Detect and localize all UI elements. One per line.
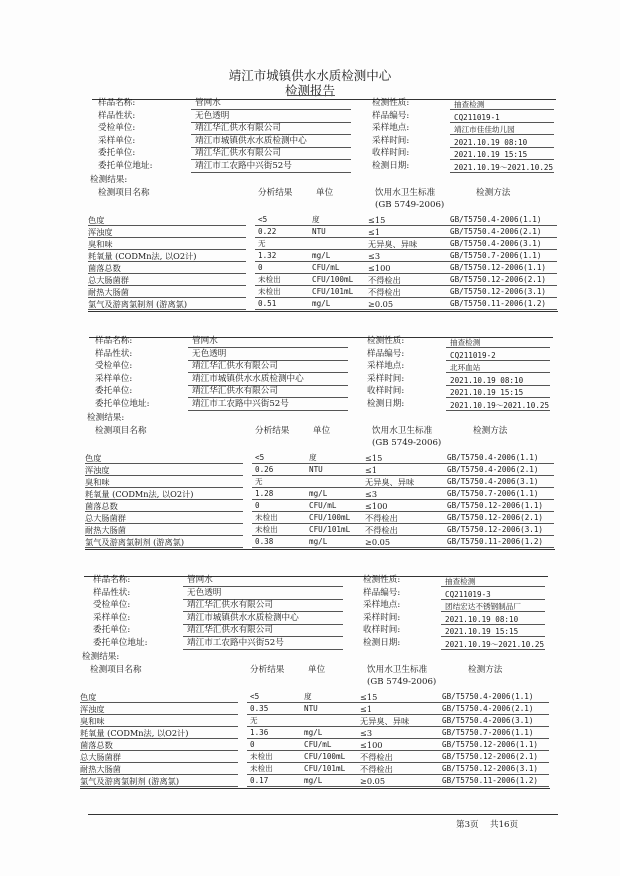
header-standard-sub: (GB 5749-2006) <box>367 676 437 687</box>
section-top-line <box>92 99 556 100</box>
header-unit: 单位 <box>308 664 326 675</box>
info-left-label: 样品名称: <box>98 98 136 108</box>
info-right-value: 2021.10.19 08:10 <box>454 137 528 147</box>
info-right-label: 样品编号: <box>363 587 401 598</box>
row-unit: NTU <box>304 703 318 713</box>
row-standard: 不得检出 <box>360 763 393 774</box>
row-item: 浑浊度 <box>85 464 110 475</box>
row-method: GB/T5750.4-2006(2.1) <box>442 703 534 713</box>
row-unit: CFU/mL <box>309 500 337 510</box>
header-item: 检测项目名称 <box>98 187 150 198</box>
row-underline <box>80 738 238 739</box>
info-left-label: 委托单位地址: <box>98 161 153 171</box>
header-method: 检测方法 <box>468 664 503 675</box>
info-right-underline <box>441 649 545 650</box>
row-item: 耗氧量 (CODMn法, 以O2计) <box>80 727 189 738</box>
row-unit: CFU/101mL <box>309 524 351 534</box>
info-right-value: CQ211019-2 <box>450 350 496 360</box>
info-left-label: 样品性状: <box>93 587 131 598</box>
info-right-value: 靖江市佳佳幼儿园 <box>454 125 515 135</box>
row-underline-right <box>252 523 554 524</box>
row-item: 菌落总数 <box>80 739 113 750</box>
info-left-label: 受检单位: <box>95 361 133 372</box>
row-unit: mg/L <box>312 298 331 308</box>
row-result: <5 <box>255 452 265 462</box>
row-result: 0.51 <box>258 298 277 308</box>
header-item: 检测项目名称 <box>95 425 147 436</box>
row-item: 浑浊度 <box>80 703 105 714</box>
row-standard: ≤3 <box>365 488 378 499</box>
row-underline <box>88 297 246 298</box>
info-right-value: 抽查检测 <box>445 577 476 586</box>
section-top-line <box>84 576 548 577</box>
row-underline-right <box>247 738 549 739</box>
row-underline <box>80 762 238 763</box>
row-underline <box>80 774 238 775</box>
header-standard: 饮用水卫生标准 <box>367 664 428 675</box>
info-right-underline <box>446 397 550 398</box>
row-result: 1.36 <box>250 727 269 737</box>
row-unit: 度 <box>304 691 312 701</box>
row-unit: mg/L <box>304 775 323 785</box>
info-left-underline <box>188 410 348 411</box>
row-result: 无 <box>258 238 266 248</box>
row-result: 0.26 <box>255 464 274 474</box>
row-unit: CFU/100mL <box>312 274 354 284</box>
info-left-label: 委托单位地址: <box>95 399 150 409</box>
row-standard: ≥0.05 <box>365 536 391 547</box>
info-left-value: 靖江市城镇供水水质检测中心 <box>192 373 304 384</box>
info-right-value: 抽查检测 <box>454 100 485 109</box>
info-left-value: 靖江华汇供水有限公司 <box>187 600 273 611</box>
info-right-value: 2021.10.19 08:10 <box>450 375 524 385</box>
info-right-label: 采样地点: <box>367 361 405 372</box>
row-unit: mg/L <box>309 536 328 546</box>
row-standard: 无异臭、异味 <box>365 476 415 487</box>
row-standard: 无异臭、异味 <box>360 715 410 726</box>
row-item: 耐热大肠菌 <box>80 763 121 774</box>
row-unit: CFU/mL <box>304 739 332 749</box>
header-result: 分析结果 <box>250 664 285 675</box>
row-item: 浑浊度 <box>88 226 113 237</box>
row-method: GB/T5750.12-2006(3.1) <box>447 524 544 534</box>
row-underline <box>85 511 243 512</box>
info-right-underline <box>450 159 554 160</box>
row-underline <box>80 714 238 715</box>
info-right-value: 团结宏达不锈钢制品厂 <box>445 602 521 612</box>
row-method: GB/T5750.4-2006(2.1) <box>447 464 539 474</box>
info-left-value: 靖江华汇供水有限公司 <box>192 361 278 372</box>
results-label: 检测结果: <box>82 651 120 662</box>
row-item: 总大肠菌群 <box>88 274 129 285</box>
row-underline <box>80 786 238 787</box>
row-unit: CFU/mL <box>312 262 340 272</box>
row-standard: ≤100 <box>365 500 388 511</box>
info-right-underline <box>450 172 554 173</box>
row-method: GB/T5750.12-2006(1.1) <box>450 262 547 272</box>
info-right-underline <box>450 122 554 123</box>
header-standard: 饮用水卫生标准 <box>375 187 436 198</box>
row-underline-right <box>252 547 554 548</box>
section-bottom-line <box>80 788 550 789</box>
info-right-underline <box>446 347 550 348</box>
row-item: 菌落总数 <box>85 500 118 511</box>
row-method: GB/T5750.7-2006(1.1) <box>447 488 539 498</box>
info-right-label: 样品编号: <box>367 348 405 359</box>
row-item: 耐热大肠菌 <box>88 286 129 297</box>
row-item: 菌落总数 <box>88 262 121 273</box>
row-underline <box>88 273 246 274</box>
info-left-label: 委托单位地址: <box>93 638 148 648</box>
row-underline-right <box>252 511 554 512</box>
row-standard: ≥0.05 <box>360 775 386 786</box>
row-method: GB/T5750.4-2006(1.1) <box>447 452 539 462</box>
info-right-underline <box>441 599 545 600</box>
info-right-underline <box>441 586 545 587</box>
row-method: GB/T5750.4-2006(1.1) <box>442 691 534 701</box>
info-right-value: 2021.10.19～2021.10.25 <box>454 163 554 172</box>
row-item: 氯气及游离氯制剂 (游离氯) <box>85 536 185 547</box>
row-underline <box>85 499 243 500</box>
row-standard: 不得检出 <box>368 274 401 285</box>
row-underline-right <box>252 463 554 464</box>
info-right-label: 收样时间: <box>372 148 410 159</box>
row-item: 色度 <box>88 214 105 225</box>
row-underline <box>88 225 246 226</box>
row-standard: ≥0.05 <box>368 298 394 309</box>
row-underline-right <box>255 297 557 298</box>
doc-title-underline <box>287 95 335 96</box>
row-underline <box>85 475 243 476</box>
row-standard: ≤1 <box>360 703 373 714</box>
row-underline <box>80 702 238 703</box>
header-item: 检测项目名称 <box>90 664 142 675</box>
info-left-value: 靖江华汇供水有限公司 <box>195 148 281 159</box>
row-underline-right <box>252 475 554 476</box>
info-right-label: 采样地点: <box>372 123 410 134</box>
info-right-underline <box>441 636 545 637</box>
row-underline <box>85 547 243 548</box>
row-standard: ≤100 <box>360 739 383 750</box>
row-method: GB/T5750.4-2006(3.1) <box>442 715 534 725</box>
header-method: 检测方法 <box>476 187 511 198</box>
row-unit: mg/L <box>304 727 323 737</box>
row-result: <5 <box>258 214 268 224</box>
row-item: 耗氧量 (CODMn法, 以O2计) <box>88 250 197 261</box>
row-standard: ≤3 <box>360 727 373 738</box>
row-result: 0.35 <box>250 703 269 713</box>
row-underline-right <box>252 535 554 536</box>
row-method: GB/T5750.11-2006(1.2) <box>442 775 539 785</box>
info-right-label: 检测性质: <box>372 98 410 108</box>
info-left-label: 样品性状: <box>95 348 133 359</box>
info-left-underline <box>191 172 351 173</box>
info-left-value: 靖江华汇供水有限公司 <box>187 625 273 636</box>
row-result: <5 <box>250 691 260 701</box>
row-result: 未检出 <box>258 274 281 284</box>
info-right-underline <box>450 109 554 110</box>
info-right-label: 采样时间: <box>372 135 410 146</box>
row-result: 0 <box>258 262 263 272</box>
page-total: 共16页 <box>490 820 519 830</box>
info-left-label: 委托单位: <box>93 625 131 636</box>
info-right-label: 采样时间: <box>363 612 401 623</box>
row-underline <box>88 237 246 238</box>
row-unit: CFU/100mL <box>309 512 351 522</box>
row-method: GB/T5750.12-2006(1.1) <box>447 500 544 510</box>
info-left-value: 靖江市工农路中兴街52号 <box>195 161 292 171</box>
row-unit: NTU <box>312 226 326 236</box>
row-method: GB/T5750.7-2006(1.1) <box>442 727 534 737</box>
row-item: 耐热大肠菌 <box>85 524 126 535</box>
row-result: 未检出 <box>258 286 281 296</box>
row-standard: 不得检出 <box>360 751 393 762</box>
row-result: 无 <box>250 715 258 725</box>
row-unit: mg/L <box>312 250 331 260</box>
info-left-label: 采样单位: <box>98 135 136 146</box>
info-right-label: 检测日期: <box>372 161 410 171</box>
row-underline-right <box>255 309 557 310</box>
row-underline-right <box>247 786 549 787</box>
info-left-value: 靖江市城镇供水水质检测中心 <box>195 135 307 146</box>
row-item: 氯气及游离氯制剂 (游离氯) <box>88 298 188 309</box>
info-left-label: 受检单位: <box>98 123 136 134</box>
row-result: 未检出 <box>255 512 278 522</box>
row-item: 色度 <box>80 691 97 702</box>
info-right-label: 收样时间: <box>367 386 405 397</box>
row-underline <box>88 261 246 262</box>
row-underline-right <box>255 237 557 238</box>
row-item: 氯气及游离氯制剂 (游离氯) <box>80 775 180 786</box>
info-left-value: 靖江市工农路中兴街52号 <box>192 399 289 409</box>
info-left-label: 样品名称: <box>93 575 131 585</box>
info-right-label: 检测日期: <box>363 638 401 648</box>
info-right-underline <box>446 385 550 386</box>
row-result: 0 <box>255 500 260 510</box>
row-standard: 不得检出 <box>365 512 398 523</box>
row-method: GB/T5750.12-2006(3.1) <box>450 286 547 296</box>
info-right-value: 2021.10.19 15:15 <box>450 388 524 398</box>
info-right-value: 抽查检测 <box>450 338 481 347</box>
row-standard: 不得检出 <box>365 524 398 535</box>
info-left-value: 靖江市城镇供水水质检测中心 <box>187 612 299 623</box>
header-standard: 饮用水卫生标准 <box>372 425 433 436</box>
header-standard-sub: (GB 5749-2006) <box>372 437 442 448</box>
row-item: 耗氧量 (CODMn法, 以O2计) <box>85 488 194 499</box>
row-result: 0 <box>250 739 255 749</box>
header-result: 分析结果 <box>255 425 290 436</box>
info-right-label: 检测性质: <box>367 336 405 346</box>
results-label: 检测结果: <box>90 174 128 185</box>
row-method: GB/T5750.12-2006(2.1) <box>442 751 539 761</box>
header-standard-sub: (GB 5749-2006) <box>375 199 445 210</box>
info-right-underline <box>446 360 550 361</box>
row-method: GB/T5750.12-2006(2.1) <box>450 274 547 284</box>
row-underline-right <box>255 285 557 286</box>
row-underline-right <box>252 499 554 500</box>
row-underline-right <box>255 273 557 274</box>
info-right-label: 样品编号: <box>372 110 410 121</box>
info-right-value: 2021.10.19～2021.10.25 <box>450 401 550 410</box>
info-left-label: 采样单位: <box>93 612 131 623</box>
info-left-value: 无色透明 <box>192 348 227 359</box>
row-standard: 无异臭、异味 <box>368 238 418 249</box>
row-result: 0.17 <box>250 775 269 785</box>
info-right-underline <box>450 134 554 135</box>
info-right-underline <box>446 410 550 411</box>
row-unit: CFU/101mL <box>312 286 354 296</box>
header-method: 检测方法 <box>473 425 508 436</box>
info-left-value: 管网水 <box>192 336 218 346</box>
row-method: GB/T5750.12-2006(3.1) <box>442 763 539 773</box>
row-underline <box>85 523 243 524</box>
row-method: GB/T5750.4-2006(1.1) <box>450 214 542 224</box>
section-top-line <box>89 337 553 338</box>
info-left-value: 无色透明 <box>195 110 230 121</box>
row-underline-right <box>247 762 549 763</box>
info-left-value: 靖江市工农路中兴街52号 <box>187 638 284 648</box>
row-result: 1.28 <box>255 488 274 498</box>
row-underline-right <box>255 249 557 250</box>
row-standard: ≤3 <box>368 250 381 261</box>
row-underline <box>80 750 238 751</box>
row-item: 总大肠菌群 <box>80 751 121 762</box>
row-item: 臭和味 <box>80 715 105 726</box>
info-left-label: 样品性状: <box>98 110 136 121</box>
org-title: 靖江市城镇供水水质检测中心 <box>228 68 392 83</box>
row-unit: CFU/100mL <box>304 751 346 761</box>
row-underline-right <box>255 225 557 226</box>
info-right-underline <box>441 624 545 625</box>
info-left-value: 靖江华汇供水有限公司 <box>192 386 278 397</box>
row-underline-right <box>255 261 557 262</box>
row-unit: CFU/101mL <box>304 763 346 773</box>
row-standard: ≤15 <box>360 691 378 702</box>
info-left-label: 受检单位: <box>93 600 131 611</box>
row-item: 色度 <box>85 452 102 463</box>
header-unit: 单位 <box>316 187 334 198</box>
row-result: 0.38 <box>255 536 274 546</box>
row-underline-right <box>247 714 549 715</box>
row-standard: ≤1 <box>368 226 381 237</box>
info-left-value: 管网水 <box>187 575 213 585</box>
row-result: 1.32 <box>258 250 277 260</box>
row-result: 未检出 <box>250 751 273 761</box>
info-left-underline <box>183 649 343 650</box>
row-underline <box>85 535 243 536</box>
row-method: GB/T5750.12-2006(2.1) <box>447 512 544 522</box>
row-result: 未检出 <box>255 524 278 534</box>
row-standard: 不得检出 <box>368 286 401 297</box>
row-item: 臭和味 <box>88 238 113 249</box>
info-left-label: 采样单位: <box>95 373 133 384</box>
info-right-value: CQ211019-1 <box>454 112 500 122</box>
row-method: GB/T5750.7-2006(1.1) <box>450 250 542 260</box>
info-left-label: 样品名称: <box>95 336 133 346</box>
row-standard: ≤100 <box>368 262 391 273</box>
info-left-value: 无色透明 <box>187 587 222 598</box>
row-underline <box>80 726 238 727</box>
row-underline <box>85 487 243 488</box>
info-right-value: 2021.10.19 15:15 <box>454 150 528 160</box>
info-right-label: 采样地点: <box>363 600 401 611</box>
info-right-label: 采样时间: <box>367 373 405 384</box>
row-standard: ≤1 <box>365 464 378 475</box>
info-right-underline <box>446 372 550 373</box>
row-underline <box>85 463 243 464</box>
row-underline-right <box>247 702 549 703</box>
row-result: 未检出 <box>250 763 273 773</box>
results-label: 检测结果: <box>87 412 125 423</box>
row-underline <box>88 285 246 286</box>
row-item: 总大肠菌群 <box>85 512 126 523</box>
header-unit: 单位 <box>313 425 331 436</box>
row-standard: ≤15 <box>365 452 383 463</box>
info-right-value: 2021.10.19 15:15 <box>445 627 519 637</box>
page-number: 第3页 <box>456 820 479 830</box>
row-method: GB/T5750.11-2006(1.2) <box>450 298 547 308</box>
info-right-value: 2021.10.19 08:10 <box>445 614 519 624</box>
row-method: GB/T5750.4-2006(3.1) <box>447 476 539 486</box>
row-standard: ≤15 <box>368 214 386 225</box>
row-result: 0.22 <box>258 226 277 236</box>
info-right-underline <box>441 611 545 612</box>
row-method: GB/T5750.4-2006(3.1) <box>450 238 542 248</box>
info-right-value: 北环血站 <box>450 363 481 373</box>
info-right-value: CQ211019-3 <box>445 589 491 599</box>
row-unit: 度 <box>312 214 320 224</box>
row-method: GB/T5750.12-2006(1.1) <box>442 739 539 749</box>
row-item: 臭和味 <box>85 476 110 487</box>
info-right-underline <box>450 147 554 148</box>
row-unit: NTU <box>309 464 323 474</box>
row-underline-right <box>247 750 549 751</box>
row-unit: 度 <box>309 452 317 462</box>
info-left-value: 管网水 <box>195 98 221 108</box>
header-result: 分析结果 <box>258 187 293 198</box>
info-left-label: 委托单位: <box>98 148 136 159</box>
info-right-label: 检测日期: <box>367 399 405 409</box>
row-result: 无 <box>255 476 263 486</box>
row-underline <box>88 309 246 310</box>
info-right-label: 检测性质: <box>363 575 401 585</box>
doc-title: 检测报告 <box>284 83 335 98</box>
row-underline-right <box>247 774 549 775</box>
info-right-label: 收样时间: <box>363 625 401 636</box>
row-unit: mg/L <box>309 488 328 498</box>
row-method: GB/T5750.11-2006(1.2) <box>447 536 544 546</box>
info-left-label: 委托单位: <box>95 386 133 397</box>
section-bottom-line <box>88 311 558 312</box>
footer-line <box>88 814 558 815</box>
row-underline-right <box>252 487 554 488</box>
info-left-value: 靖江华汇供水有限公司 <box>195 123 281 134</box>
row-method: GB/T5750.4-2006(2.1) <box>450 226 542 236</box>
row-underline-right <box>247 726 549 727</box>
section-bottom-line <box>85 549 555 550</box>
info-right-value: 2021.10.19～2021.10.25 <box>445 640 545 649</box>
row-underline <box>88 249 246 250</box>
